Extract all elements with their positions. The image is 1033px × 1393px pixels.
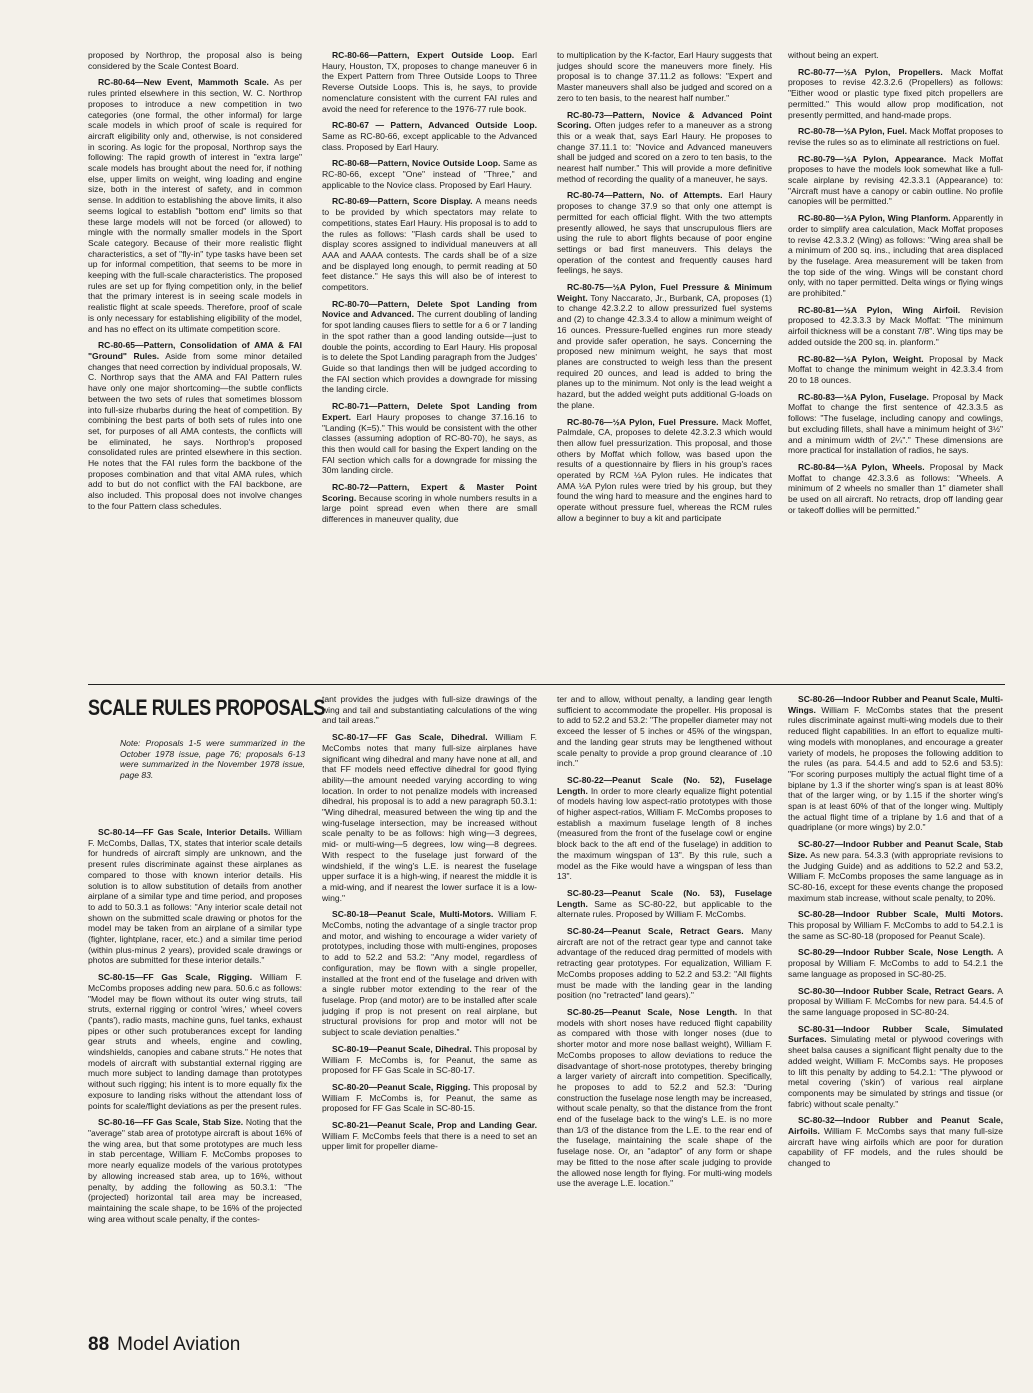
proposal-heading: SC-80-23—Peanut Scale (No. 53), Fuselage Length. — [557, 887, 772, 909]
proposal-paragraph: RC-80-81—½A Pylon, Wing Airfoil. Revision proposed to 42.3.3.3 by Mack Moffat: "The minimum airfoil thickness will be a constant 7/8". Wing tips may be added outside the 200 sq. in. planform." — [788, 304, 1003, 347]
proposal-paragraph: RC-80-70—Pattern, Delete Spot Landing from Novice and Advanced. The current doubling of landing for spot landing causes fliers to settle for a 6 or 7 landing in the spot rather than a good landing outside—just to double the points, according to Earl Haury. His proposal is to delete the Spot Landing paragraph from the Judges' Guide so that landings then will be judged according to the FAI section which provides a downgrade for missing the landing circle. — [322, 298, 537, 395]
proposal-heading: RC-80-79—½A Pylon, Appearance. — [798, 153, 947, 164]
magazine-name: Model Aviation — [117, 1334, 241, 1355]
page-number: 88 — [88, 1334, 110, 1355]
proposal-heading: RC-80-66—Pattern, Expert Outside Loop. — [332, 50, 515, 60]
proposal-paragraph: SC-80-31—Indoor Rubber Scale, Simulated Surfaces. Simulating metal or plywood coverings with sheet balsa causes a significant flight penalty due to the added weight, William F. McCombs says. He proposes to lift this penalty by adding to 54.2.1: "The plywood or metal covering ('skin') of various real airplane components may be simulated by strings and tissue (or fabric) without scale penalty." — [788, 1023, 1003, 1109]
proposal-paragraph: RC-80-67 — Pattern, Advanced Outside Loop. Same as RC-80-66, except applicable to the Advanced class. Proposed by Earl Haury. — [322, 120, 537, 152]
proposal-heading: RC-80-80—½A Pylon, Wing Planform. — [798, 213, 951, 224]
proposal-paragraph: SC-80-27—Indoor Rubber and Peanut Scale, Stab Size. As new para. 54.3.3 (with appropriate revisions to the Judging Guide) and as additions to 52.2 and 53.2, William F. McCombs proposes the same language as in SC-80-16, except for these events change the proposed maximum stab increase, without scale penalty, to 20%. — [788, 839, 1003, 903]
proposal-heading: RC-80-72—Pattern, Expert & Master Point Scoring. — [322, 482, 537, 503]
proposal-paragraph: proposed by Northrop, the proposal also is being considered by the Scale Contest Board. — [88, 50, 302, 71]
proposal-paragraph: SC-80-23—Peanut Scale (No. 53), Fuselage Length. Same as SC-80-22, but applicable to the alternate rules. Proposed by William F. McCombs. — [557, 887, 772, 920]
proposal-paragraph: to multiplication by the K-factor, Earl Haury suggests that judges should score the maneuvers more finely. His proposal is to change 37.11.2 as follows: "Expert and Master maneuvers shall also be judged and scored on a zero to ten basis, to the nearest half number." — [557, 50, 772, 103]
proposal-heading: SC-80-25—Peanut Scale, Nose Length. — [567, 1006, 738, 1017]
proposal-heading: SC-80-24—Peanut Scale, Retract Gears. — [567, 926, 744, 937]
proposal-heading: RC-80-70—Pattern, Delete Spot Landing from Novice and Advanced. — [322, 298, 537, 320]
proposal-paragraph: RC-80-82—½A Pylon, Weight. Proposal by Mack Moffat to change the minimum weight in 42.3.3.4 from 20 to 18 ounces. — [788, 353, 1003, 385]
proposal-heading: RC-80-77—½A Pylon, Propellers. — [798, 66, 943, 77]
proposal-heading: SC-80-16—FF Gas Scale, Stab Size. — [98, 1117, 244, 1128]
proposal-paragraph: RC-80-69—Pattern, Score Display. A means needs to be provided by which spectators may relate to competitions, states Earl Haury. His proposal is to add to the rules as follows: "Flash cards shall be used to display scores assigned to individual maneuvers at all AAA and AAAA contests. The cards shall be of a size and be displayed long enough, to permit reading at 50 feet distance." He says this will also be of interest to competitors. — [322, 196, 537, 293]
top-column-3 — [557, 50, 772, 680]
proposal-heading: SC-80-30—Indoor Rubber Scale, Retract Gears. — [798, 985, 995, 996]
proposal-heading: RC-80-81—½A Pylon, Wing Airfoil. — [798, 304, 961, 315]
proposal-paragraph: RC-80-79—½A Pylon, Appearance. Mack Moffat proposes to have the models look somewhat like a full-scale airplane by revising 42.3.3.1 (Appearance) to: "Aircraft must have a canopy or cabin outline. No profile canopies will be permitted." — [788, 153, 1003, 207]
proposal-heading: SC-80-20—Peanut Scale, Rigging. — [332, 1081, 471, 1092]
proposal-heading: SC-80-29—Indoor Rubber Scale, Nose Length. — [798, 947, 994, 958]
proposal-heading: RC-80-65—Pattern, Consolidation of AMA & FAI "Ground" Rules. — [88, 340, 302, 361]
proposal-paragraph: SC-80-24—Peanut Scale, Retract Gears. Many aircraft are not of the retract gear type and cannot take advantage of the reduced drag permitted of models with retracting gear prototypes. For equalization, William F. McCombs proposes adding to 52.2 and 53.2: "All flights must be made with the landing gear in the landing position (no "retracted" land gears)." — [557, 926, 772, 1001]
proposal-heading: RC-80-74—Pattern, No. of Attempts. — [567, 190, 723, 201]
proposal-heading: SC-80-15—FF Gas Scale, Rigging. — [98, 972, 253, 983]
proposal-paragraph: SC-80-14—FF Gas Scale, Interior Details. William F. McCombs, Dallas, TX, states that interior scale details for hundreds of aircraft simply are unknown, and the present rules discriminate against these airplanes as compared to those with known interior details. His solution is to allow substitution of details from another airplane of a similar type and time period, and proposes to add to 50.3.1 as follows: "Any interior scale detail not shown on the submitted scale drawing or photos for the model may be taken from an airplane of a similar type (fighter, lightplane, racer, etc.) and a similar time period (within plus-minus 2 years), provided scale drawings or photos are submitted for these interior details." — [88, 827, 302, 966]
proposal-heading: RC-80-78—½A Pylon, Fuel. — [798, 126, 908, 137]
proposal-heading: SC-80-21—Peanut Scale, Prop and Landing Gear. — [332, 1120, 537, 1131]
bottom-column-2 — [322, 694, 537, 1334]
proposal-paragraph: SC-80-25—Peanut Scale, Nose Length. In that models with short noses have reduced flight capability as compared with those with longer noses (due to shorter motor and more nose ballast weight), William F. McCombs proposes to allow deviations to reduce the disadvantage of short-nose prototypes, thereby bringing a larger variety of aircraft into competition. Specifically, he proposes to add to 52.2 and 52.3: "During construction the fuselage nose length may be increased, without scale penalty, so that the distance from the front end of the fuselage back to the wing's L.E. is no more than 1/3 of the distance from the L.E. to the rear end of the fuselage, maintaining the scale shape of the fuselage nose. Or, an "adaptor" of any form or shape may be fitted to the nose after scale judging to provide the allowed nose length for flying. For multi-wing models use the average L.E. location." — [557, 1006, 772, 1189]
proposal-paragraph: SC-80-18—Peanut Scale, Multi-Motors. William F. McCombs, noting the advantage of a single tractor prop and motor, and wishing to encourage a wider variety of prototypes, including those with multi-engines, proposes to add to 52.2 and 53.2: "Any model, regardless of configuration, may be flown with a single propeller, installed at the front end of the fuselage and driven with a single rubber motor extending to the rear of the fuselage. Prop (and motor) are to be installed after scale judging if prop is not present on real airplane, but structural provisions for prop and motor will not be subject to scale deviation penalties." — [322, 909, 537, 1038]
proposal-heading: RC-80-82—½A Pylon, Weight. — [798, 353, 924, 364]
proposal-paragraph: RC-80-73—Pattern, Novice & Advanced Point Scoring. Often judges refer to a maneuver as a strong this or a weak that, says Earl Haury. He proposes to change 37.11.1 to: "Novice and Advanced maneuvers shall be judged and scored on a zero to ten basis, to the nearest half number." This will provide a more definitive method of recording the quality of a maneuver, he says. — [557, 109, 772, 184]
section-divider — [88, 684, 1005, 685]
proposal-paragraph: SC-80-28—Indoor Rubber Scale, Multi Motors. This proposal by William F. McCombs to add to 54.2.1 is the same as SC-80-18 (proposed for Peanut Scale). — [788, 909, 1003, 941]
proposal-paragraph: SC-80-26—Indoor Rubber and Peanut Scale, Multi-Wings. William F. McCombs states that the present rules discriminate against multi-wing models due to their reduced flight capabilities. In an effort to equalize multi-wing models with monoplanes, and encourage a greater variety of models, he proposes the following addition to the rules (as para. 54.4.5 and add to 52.6 and 53.5): "For scoring purposes multiply the actual flight time of a biplane by 1.3 if the shorter wing's span is at least 80% that of the larger wing, or by 1.15 if the shorter wing's span is at least 60% of that of the longer wing. Multiply the actual flight time of a triplane by 1.6 and that of a quadriplane (or more wings) by 2.0." — [788, 694, 1003, 833]
proposal-paragraph: SC-80-16—FF Gas Scale, Stab Size. Noting that the "average" stab area of prototype aircraft is about 16% of the wing area, but that some prototypes are much less in stab percentage, William F. McCombs proposes to more nearly equalize models of the various prototypes by allowing increased stab area, up to 16%, without penalty, by adding the following as 50.3.1: "The (projected) horizontal tail area may be increased, maintaining the scale shape, to be 16% of the projected wing area without scale penalty, if the contes- — [88, 1117, 302, 1224]
proposal-heading: SC-80-31—Indoor Rubber Scale, Simulated Surfaces. — [788, 1023, 1003, 1045]
proposal-paragraph: RC-80-84—½A Pylon, Wheels. Proposal by Mack Moffat to change 42.3.3.6 as follows: "Wheels. A minimum of 2 wheels no smaller than 1" diameter shall be used on all aircraft. No retracts, drop off landing gear or takeoff dollies will be permitted." — [788, 461, 1003, 515]
top-column-1 — [88, 50, 302, 680]
proposal-paragraph: RC-80-76—½A Pylon, Fuel Pressure. Mack Moffet, Palmdale, CA, proposes to delete 42.3.2.3 which would then allow fuel pressurization. This proposal, and those others by Moffat which follow, was based upon the results of a questionnaire by fliers in his group's races operated by RCM ½A Pylon rules. He indicates that AMA ½A Pylon rules were tried by his group, but they found the wing hard to measure and the engines hard to operate without pressure fuel, whereas the RCM rules allow a beginner to buy a kit and participate — [557, 416, 772, 523]
proposal-heading: RC-80-68—Pattern, Novice Outside Loop. — [332, 158, 501, 169]
proposal-heading: SC-80-26—Indoor Rubber and Peanut Scale, Multi-Wings. — [788, 694, 1003, 715]
proposal-paragraph: RC-80-80—½A Pylon, Wing Planform. Apparently in order to simplify area calculation, Mack Moffat proposes to revise 42.3.3.2 (Wing) as follows: "Wing area shall be a minimum of 200 sq. ins., including that area displaced by the fuselage. Area measurement will be taken from the top side of the wing. Wings will be constant chord only, with no taper permitted. Delta wings or flying wings are prohibited." — [788, 213, 1003, 299]
proposal-heading: RC-80-69—Pattern, Score Display. — [332, 196, 473, 207]
top-column-2 — [322, 50, 537, 680]
bottom-column-3 — [557, 694, 772, 1334]
proposal-paragraph: SC-80-21—Peanut Scale, Prop and Landing Gear. William F. McCombs feels that there is a need to set an upper limit for propeller diame- — [322, 1120, 537, 1152]
proposal-heading: SC-80-32—Indoor Rubber and Peanut Scale, Airfoils. — [788, 1115, 1003, 1137]
proposal-heading: RC-80-76—½A Pylon, Fuel Pressure. — [567, 416, 719, 427]
editor-note: Note: Proposals 1-5 were summarized in the October 1978 issue, page 76; proposals 6-13 were summarized in the November 1978 issue, page 83. — [120, 738, 305, 781]
proposal-paragraph: SC-80-22—Peanut Scale (No. 52), Fuselage Length. In order to more clearly equalize flight potential of models having low aspect-ratio prototypes with those of higher aspect-ratios, William F. McCombs proposes to establish a maximum fuselage length of 8 inches (measured from the front of the fuselage cowl or engine block back to the aft end of the fuselage) in addition to the maximum wingspan of 13". By this rule, such a model as the Fike would have a wingspan of less than 13". — [557, 774, 772, 882]
proposal-paragraph: RC-80-75—½A Pylon, Fuel Pressure & Minimum Weight. Tony Naccarato, Jr., Burbank, CA, proposes (1) to change 42.3.2.2 to allow pressurized fuel systems and (2) to change 42.3.3.4 to allow a minimum weight of 16 ounces. Pressure-fuelled engines run more steady and provide safer operation, he says. Concerning the proposed new minimum weight, he says that most planes are constructed to weigh less than the present required 20 ounces, and lead is added to bring the planes up to the minimum. Not only is the lead weight a hazard, but the added weight puts additional G-loads on the plane. — [557, 282, 772, 410]
proposal-paragraph: RC-80-78—½A Pylon, Fuel. Mack Moffat proposes to revise the rules so as to eliminate all restrictions on fuel. — [788, 126, 1003, 147]
bottom-column-1 — [88, 827, 302, 1337]
top-column-4 — [788, 50, 1003, 680]
proposal-paragraph: RC-80-74—Pattern, No. of Attempts. Earl Haury proposes to change 37.9 so that only one attempt is permitted for each official flight. With the two attempts presently allowed, he says that unscrupulous fliers are using the rule to abort flights because of poor engine settings or bad first maneuvers. This delays the operation of the contest and frequently causes hard feelings, he says. — [557, 190, 772, 276]
proposal-paragraph: ter and to allow, without penalty, a landing gear length sufficient to accommodate the propeller. His proposal is to add to 52.2 and 53.2: "The propeller diameter may not exceed the lesser of 5 inches or 45% of the wingspan, and the landing gear struts may be lengthened without scale penalty to provide a prop ground clearance of .10 inch." — [557, 694, 772, 769]
proposal-heading: RC-80-71—Pattern, Delete Spot Landing from Expert. — [322, 401, 537, 422]
proposal-heading: SC-80-18—Peanut Scale, Multi-Motors. — [332, 909, 494, 920]
proposal-heading: SC-80-14—FF Gas Scale, Interior Details. — [98, 827, 271, 837]
proposal-heading: SC-80-17—FF Gas Scale, Dihedral. — [332, 732, 488, 743]
proposal-paragraph: SC-80-19—Peanut Scale, Dihedral. This proposal by William F. McCombs is, for Peanut, the same as proposed for FF Gas Scale in SC-80-17. — [322, 1043, 537, 1076]
proposal-paragraph: RC-80-65—Pattern, Consolidation of AMA & FAI "Ground" Rules. Aside from some minor detailed changes that need correction by individual proposals, W. C. Northrop says that the AMA and FAI Pattern rules have only one major shortcoming—the subtle conflicts between the two sets of rules that sometimes blossom into full-size rhubarbs during the heat of competition. By combining the best parts of both sets of rules into one set, for purposes of all AMA contests, the conflicts will be eliminated, he says. Northrop's proposed consolidated rules are printed elsewhere in this section. He notes that the FAI rules form the backbone of the proposes combination and that vital AMA rules, which add to but do not conflict with the FAI backbone, are also included. This proposal does not involve changes to the four Pattern class schedules. — [88, 340, 302, 511]
proposal-heading: RC-80-84—½A Pylon, Wheels. — [798, 461, 925, 472]
proposal-paragraph: SC-80-29—Indoor Rubber Scale, Nose Length. A proposal by William F. McCombs to add to 54.2.1 the same language as proposed in SC-80-25. — [788, 947, 1003, 979]
proposal-paragraph: RC-80-77—½A Pylon, Propellers. Mack Moffat proposes to revise 42.3.2.6 (Propellers) as follows: "Either wood or plastic type fixed pitch propellers are permitted." This would allow prop modification, not presently permitted, and hand-made props. — [788, 66, 1003, 120]
proposal-heading: SC-80-22—Peanut Scale (No. 52), Fuselage Length. — [557, 774, 772, 796]
proposal-paragraph: RC-80-83—½A Pylon, Fuselage. Proposal by Mack Moffat to change the first sentence of 42.3.3.5 as follows: "The fuselage, including canopy and cowlings, but excluding fillets, shall have a minimum height of 3½" and a minimum width of 2¼"." These dimensions are more practical for installation of radios, he says. — [788, 391, 1003, 456]
proposal-paragraph: RC-80-71—Pattern, Delete Spot Landing from Expert. Earl Haury proposes to change 37.16.16 to "Landing (K=5)." This would be consistent with the other classes (assuming adoption of RC-80-70), he says, as this then would call for basing the Expert landing on the FAI section which calls for a downgrade for missing the 30m landing circle. — [322, 401, 537, 476]
page-footer — [88, 1334, 240, 1356]
proposal-paragraph: SC-80-20—Peanut Scale, Rigging. This proposal by William F. McCombs is, for Peanut, the same as proposed for FF Gas Scale in SC-80-15. — [322, 1081, 537, 1114]
proposal-paragraph: SC-80-32—Indoor Rubber and Peanut Scale, Airfoils. William F. McCombs says that many full-size aircraft have wing airfoils which are poor for duration capability of FF models, and the rules should be changed to — [788, 1115, 1003, 1169]
proposal-paragraph: RC-80-64—New Event, Mammoth Scale. As per rules printed elsewhere in this section, W. C. Northrop proposes to introduce a new competition in two categories (one formal, the other informal) for large scale models in which proof of scale is required for aircraft eligibility only and, otherwise, is not considered in scoring. As logic for the proposal, Northrop says the following: The rapid growth of interest in "extra large" scale models has brought about the need for, if nothing else, upper limits on weight, wing loading and engine size, both in the interest of safety, and in common sense. In addition to establishing the above limits, it also seems logical to establish "bottom end" limits so that these large models will not be forced (or allowed) to mingle with the normally smaller models in the Sport Scale category. Because of their more realistic flight characteristics, a set of "fly-in" type tasks have been set up for informal competition, that seems to be more in keeping with the full-scale characteristics. The proposed rules are set up for flying competition only, in the belief that the primary interest is in seeing scale models in realistic flight at scale speeds. Therefore, proof of scale is only necessary for establishing eligibility of the model, and has no effect on its ultimate competition score. — [88, 77, 302, 334]
proposal-paragraph: SC-80-17—FF Gas Scale, Dihedral. William F. McCombs notes that many full-size airplanes have significant wing dihedral and many have none at all, and that FF models need effective dihedral for good flying ability—the amount needed varying according to wing location. In order to not penalize models with increased dihedral, his proposal is to add a new paragraph 50.3.1: "Wing dihedral, measured between the wing tip and the wing-fuselage intersection, may be increased without scale penalty to be as follows: high wing—3 degrees, mid- or multi-wing—5 degrees, low wing—8 degrees. With respect to the fuselage just forward of the windshield, if the wing's L.E. is nearest the fuselage upper surface it is a high-wing, if nearest the middle it is a mid-wing, and if nearest the lower surface it is a low-wing." — [322, 732, 537, 903]
proposal-heading: SC-80-19—Peanut Scale, Dihedral. — [332, 1043, 472, 1054]
proposal-heading: SC-80-28—Indoor Rubber Scale, Multi Motors. — [798, 909, 1003, 920]
proposal-paragraph: RC-80-66—Pattern, Expert Outside Loop. Earl Haury, Houston, TX, proposes to change maneuver 6 in the Expert Pattern from Three Outside Loops to Three Reverse Outside Loops. This is, he says, to provide nomenclature consistent with the current FAI rules and avoid the need for reference to the 1976-77 rule book. — [322, 50, 537, 114]
proposal-heading: RC-80-64—New Event, Mammoth Scale. — [98, 77, 269, 88]
proposal-paragraph: SC-80-15—FF Gas Scale, Rigging. William F. McCombs proposes adding new para. 50.6.c as follows: "Model may be flown without its outer wing struts, tail struts, external rigging or control 'wires,' wheel covers ('pants'), radio masts, machine guns, fuel tanks, exhaust pipes or other such protuberances except for landing gear struts and wheels, engine and cowling, windshields, canopies and cabane struts." He notes that models of aircraft with substantial external rigging are much more subject to landing damage than prototypes without such rigging; his intent is to more equally fix the exposure to landing risks without the attendant loss of points for scale/flight deviations as per the present rules. — [88, 972, 302, 1111]
proposal-heading: RC-80-67 — Pattern, Advanced Outside Loop. — [332, 120, 537, 131]
bottom-column-4 — [788, 694, 1003, 1334]
proposal-paragraph: SC-80-30—Indoor Rubber Scale, Retract Gears. A proposal by William F. McCombs for new para. 54.4.5 of the same language proposed in SC-80-24. — [788, 985, 1003, 1017]
proposal-heading: RC-80-75—½A Pylon, Fuel Pressure & Minimum Weight. — [557, 282, 772, 303]
page-title: SCALE RULES PROPOSALS — [88, 695, 325, 720]
proposal-heading: RC-80-83—½A Pylon, Fuselage. — [798, 391, 929, 402]
proposal-heading: RC-80-73—Pattern, Novice & Advanced Point Scoring. — [557, 109, 772, 131]
proposal-paragraph: without being an expert. — [788, 50, 879, 60]
proposal-heading: SC-80-27—Indoor Rubber and Peanut Scale, Stab Size. — [788, 839, 1003, 860]
proposal-paragraph: RC-80-68—Pattern, Novice Outside Loop. Same as RC-80-66, except "One" instead of "Three," and applicable to the Novice class. Proposed by Earl Haury. — [322, 158, 537, 190]
proposal-paragraph: tant provides the judges with full-size drawings of the wing and tail and substantiating calculations of the wing and tail areas." — [322, 694, 537, 726]
proposal-paragraph: RC-80-72—Pattern, Expert & Master Point Scoring. Because scoring in whole numbers results in a large point spread even when there are small differences in maneuver quality, due — [322, 482, 537, 525]
